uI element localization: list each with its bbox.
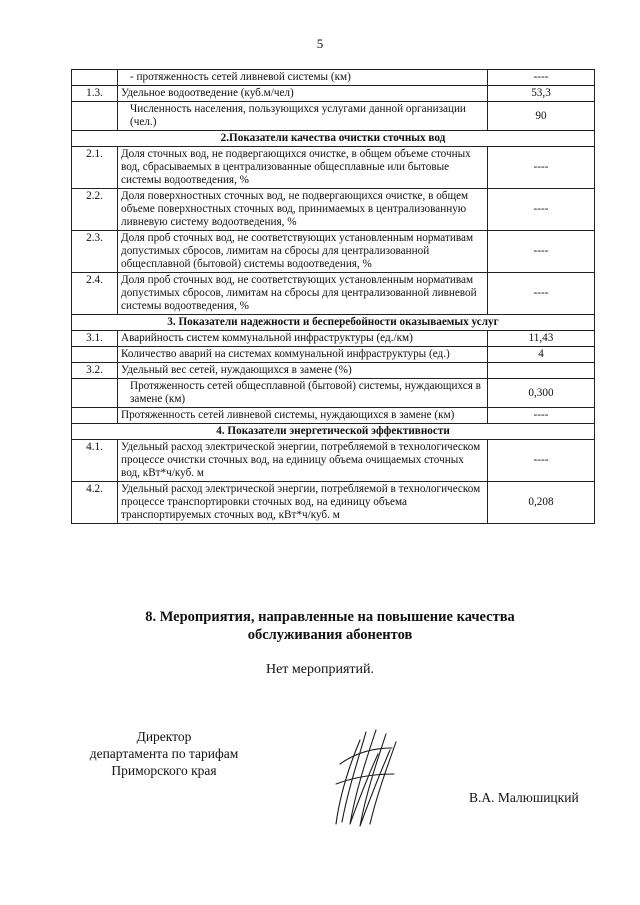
indicator-value: 53,3 [488,86,595,102]
row-number: 4.1. [72,440,118,482]
table-row [72,102,595,131]
indicator-name: Доля поверхностных сточных вод, не подвергающихся очистке, в общем объеме поверхностных сточных вод, принимаемых в централизованную ливневую систему водоотведения, % [118,189,488,231]
indicator-name: Удельное водоотведение (куб.м/чел) [118,86,488,102]
indicator-name: Доля сточных вод, не подвергающихся очистке, в общем объеме сточных вод, сбрасываемых в централизованные общесплавные или бытовые системы водоотведения, % [118,147,488,189]
indicator-value: 90 [488,102,595,131]
signer-title-line3: Приморского края [111,763,217,778]
indicator-value: ---- [488,70,595,86]
row-number [72,347,118,363]
table-row [72,363,595,379]
indicator-name: Доля проб сточных вод, не соответствующих установленным нормативам допустимых сбросов, лимитам на сбросы для централизованной ливневой системы водоотведения, % [118,273,488,315]
indicators-table-body [72,70,595,524]
no-measures-text: Нет мероприятий. [265,662,375,677]
section8-heading-line2: обслуживания абонентов [247,627,413,643]
row-number: 2.1. [72,147,118,189]
indicator-value: ---- [488,273,595,315]
table-section-row [72,131,595,147]
section-title: 4. Показатели энергетической эффективности [72,424,595,440]
table-section-row [72,424,595,440]
indicator-name: Количество аварий на системах коммунальной инфраструктуры (ед.) [118,347,488,363]
signer-name: В.А. Малюшицкий [469,790,579,805]
indicator-name: Численность населения, пользующихся услугами данной организации (чел.) [118,102,488,131]
indicator-value: ---- [488,408,595,424]
indicator-value: 0,208 [488,482,595,524]
page-number: 5 [316,36,324,51]
signer-title-line1: Директор [136,729,192,744]
row-number: 2.4. [72,273,118,315]
table-row [72,189,595,231]
indicators-table [71,69,595,524]
table-row [72,331,595,347]
row-number: 4.2. [72,482,118,524]
indicator-name: Протяженность сетей общесплавной (бытовой) системы, нуждающихся в замене (км) [118,379,488,408]
row-number: 2.2. [72,189,118,231]
table-row [72,147,595,189]
row-number [72,379,118,408]
handwritten-signature [332,724,404,828]
indicator-name: Удельный расход электрической энергии, потребляемой в технологическом процессе транспортировки сточных вод, на единицу объема транспортируемых сточных вод, кВт*ч/куб. м [118,482,488,524]
indicator-name: Удельный расход электрической энергии, потребляемой в технологическом процессе очистки сточных вод, на единицу объема очищаемых сточных вод, кВт*ч/куб. м [118,440,488,482]
indicator-value: 4 [488,347,595,363]
indicator-name: - протяженность сетей ливневой системы (км) [118,70,488,86]
indicator-name: Доля проб сточных вод, не соответствующих установленным нормативам допустимых сбросов, лимитам на сбросы для централизованной общесплавной (бытовой) системы водоотведения, % [118,231,488,273]
table-row [72,408,595,424]
section8-heading-line1: 8. Мероприятия, направленные на повышение качества [145,609,515,625]
section8-heading [60,608,600,644]
signer-title-line2: департамента по тарифам [89,746,239,761]
indicator-name: Аварийность систем коммунальной инфраструктуры (ед./км) [118,331,488,347]
indicator-value: ---- [488,147,595,189]
row-number: 3.1. [72,331,118,347]
signer-title [66,728,262,779]
row-number: 3.2. [72,363,118,379]
table-section-row [72,315,595,331]
row-number: 1.3. [72,86,118,102]
table-row [72,86,595,102]
indicator-name: Удельный вес сетей, нуждающихся в замене (%) [118,363,488,379]
section-title: 3. Показатели надежности и бесперебойности оказываемых услуг [72,315,595,331]
row-number: 2.3. [72,231,118,273]
table-row [72,70,595,86]
indicator-name: Протяженность сетей ливневой системы, нуждающихся в замене (км) [118,408,488,424]
table-row [72,482,595,524]
row-number [72,408,118,424]
indicator-value: ---- [488,440,595,482]
row-number [72,102,118,131]
row-number [72,70,118,86]
indicator-value: 0,300 [488,379,595,408]
table-row [72,379,595,408]
table-row [72,440,595,482]
table-row [72,273,595,315]
indicator-value [488,363,595,379]
indicator-value: 11,43 [488,331,595,347]
indicator-value: ---- [488,231,595,273]
table-row [72,231,595,273]
indicator-value: ---- [488,189,595,231]
section-title: 2.Показатели качества очистки сточных вод [72,131,595,147]
table-row [72,347,595,363]
